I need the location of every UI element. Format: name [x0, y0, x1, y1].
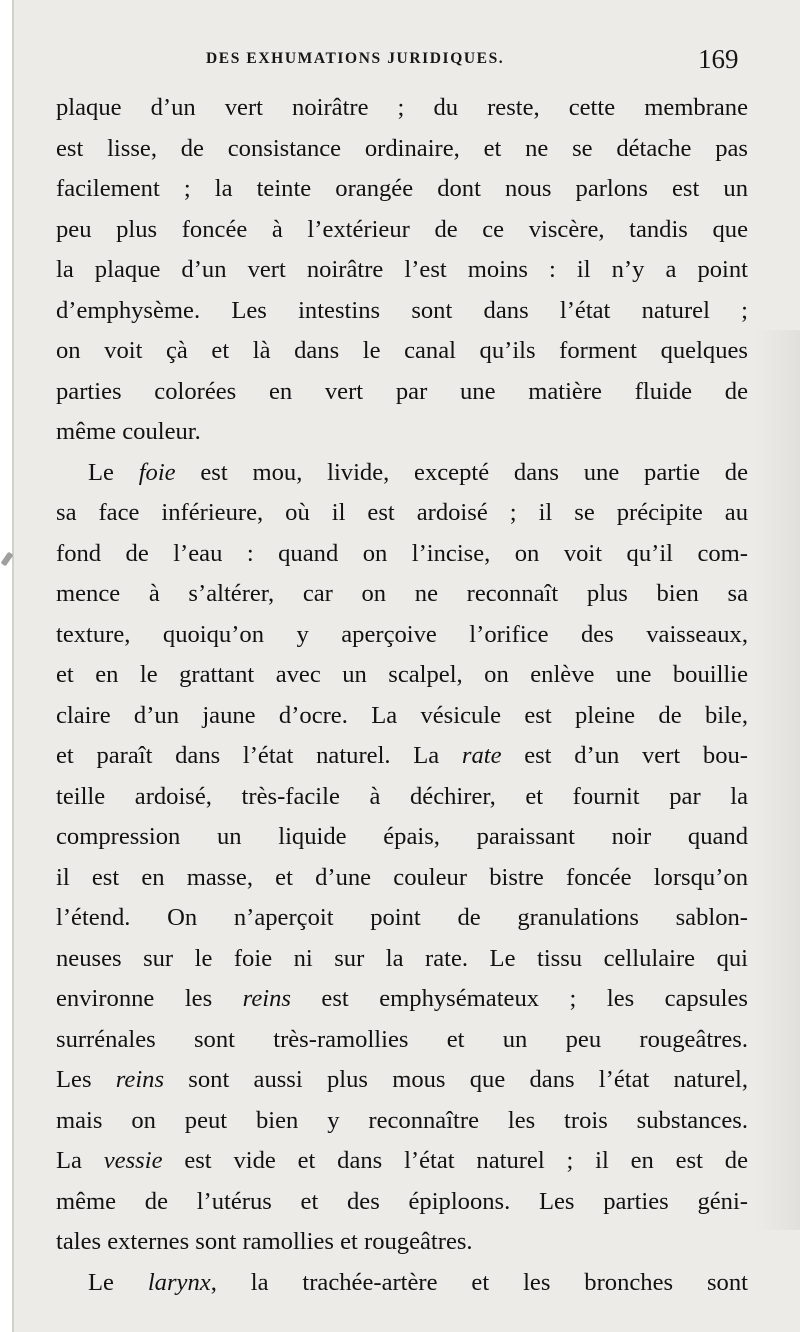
text-line: [56, 979, 748, 1020]
italic-term: larynx: [147, 1268, 211, 1296]
text-line: [56, 736, 748, 777]
text-line: [56, 534, 748, 575]
text-line: [56, 493, 748, 534]
text-segment: fond de l’eau : quand on l’incise, on voit qu’il com-: [56, 539, 748, 567]
italic-term: reins: [242, 985, 291, 1012]
page-number: 169: [698, 44, 739, 74]
text-line: [56, 574, 748, 615]
text-segment: neuses sur le foie ni sur la rate. Le tissu cellulaire qui: [56, 944, 748, 972]
text-line: [56, 898, 748, 939]
text-line: [56, 129, 748, 170]
running-title: DES EXHUMATIONS JURIDIQUES.: [206, 50, 505, 67]
text-segment: est vide et dans l’état naturel ; il en est de: [162, 1147, 749, 1174]
book-page: [12, 0, 800, 1332]
text-segment: l’étend. On n’aperçoit point de granulations sablon-: [56, 904, 748, 931]
text-line: [56, 939, 748, 980]
text-segment: mence à s’altérer, car on ne reconnaît plus bien sa: [56, 580, 748, 607]
text-line: [56, 655, 748, 696]
text-line: [56, 1263, 748, 1304]
italic-term: foie: [138, 458, 176, 486]
text-segment: il est en masse, et d’une couleur bistre foncée lorsqu’on: [56, 863, 748, 891]
text-segment: est mou, livide, excepté dans une partie de: [175, 458, 748, 486]
text-line: [56, 291, 748, 332]
text-line: [56, 1101, 748, 1142]
text-segment: claire d’un jaune d’ocre. La vésicule est pleine de bile,: [56, 701, 748, 729]
text-segment: Les: [56, 1066, 116, 1093]
text-segment: Le: [88, 458, 139, 486]
text-line: [56, 1060, 748, 1101]
text-segment: compression un liquide épais, paraissant noir quand: [56, 823, 748, 850]
text-segment: et en le grattant avec un scalpel, on enlève une bouillie: [56, 661, 748, 688]
text-segment: est lisse, de consistance ordinaire, et ne se détache pas: [56, 134, 748, 162]
text-line: [56, 1020, 748, 1061]
text-segment: même de l’utérus et des épiploons. Les parties géni-: [56, 1187, 748, 1215]
text-segment: la plaque d’un vert noirâtre l’est moins : il n’y a point: [56, 256, 748, 283]
body-text: [56, 88, 748, 1303]
text-line: [56, 777, 748, 818]
text-segment: et paraît dans l’état naturel. La: [56, 742, 462, 769]
text-line: [56, 210, 748, 251]
text-line: [56, 372, 748, 413]
text-line: [56, 615, 748, 656]
text-segment: facilement ; la teinte orangée dont nous parlons est un: [56, 175, 748, 202]
text-segment: tales externes sont ramollies et rougeâtres.: [56, 1228, 473, 1255]
text-segment: d’emphysème. Les intestins sont dans l’état naturel ;: [56, 296, 748, 324]
text-segment: sont aussi plus mous que dans l’état naturel,: [164, 1066, 748, 1093]
text-segment: mais on peut bien y reconnaître les trois substances.: [56, 1106, 748, 1134]
text-segment: sa face inférieure, où il est ardoisé ; il se précipite au: [56, 499, 748, 526]
text-line: [56, 696, 748, 737]
page-header: [14, 44, 800, 78]
text-line: [56, 1222, 748, 1263]
text-segment: environne les: [56, 985, 243, 1012]
text-segment: est emphysémateux ; les capsules: [290, 985, 748, 1012]
page-shadow: [756, 330, 800, 1230]
text-segment: plaque d’un vert noirâtre ; du reste, cette membrane: [56, 94, 748, 121]
text-line: [56, 1182, 748, 1223]
text-segment: Le: [88, 1268, 148, 1296]
text-segment: même couleur.: [56, 418, 201, 445]
text-segment: on voit çà et là dans le canal qu’ils forment quelques: [56, 337, 748, 364]
text-line: [56, 453, 748, 494]
text-line: [56, 858, 748, 899]
text-segment: est d’un vert bou-: [501, 742, 748, 769]
text-line: [56, 412, 748, 453]
text-line: [56, 1141, 748, 1182]
text-segment: texture, quoiqu’on y aperçoive l’orifice des vaisseaux,: [56, 620, 748, 648]
italic-term: vessie: [103, 1147, 163, 1174]
text-line: [56, 88, 748, 129]
text-segment: peu plus foncée à l’extérieur de ce viscère, tandis que: [56, 215, 748, 243]
italic-term: reins: [115, 1066, 165, 1093]
text-segment: La: [56, 1147, 104, 1174]
text-segment: , la trachée-artère et les bronches sont: [210, 1268, 748, 1296]
text-line: [56, 817, 748, 858]
text-segment: parties colorées en vert par une matière fluide de: [56, 377, 748, 405]
italic-term: rate: [461, 742, 502, 769]
text-segment: surrénales sont très-ramollies et un peu rougeâtres.: [56, 1025, 748, 1053]
text-line: [56, 169, 748, 210]
text-segment: teille ardoisé, très-facile à déchirer, et fournit par la: [56, 782, 748, 810]
text-line: [56, 331, 748, 372]
text-line: [56, 250, 748, 291]
margin-ink-mark: [1, 552, 14, 567]
